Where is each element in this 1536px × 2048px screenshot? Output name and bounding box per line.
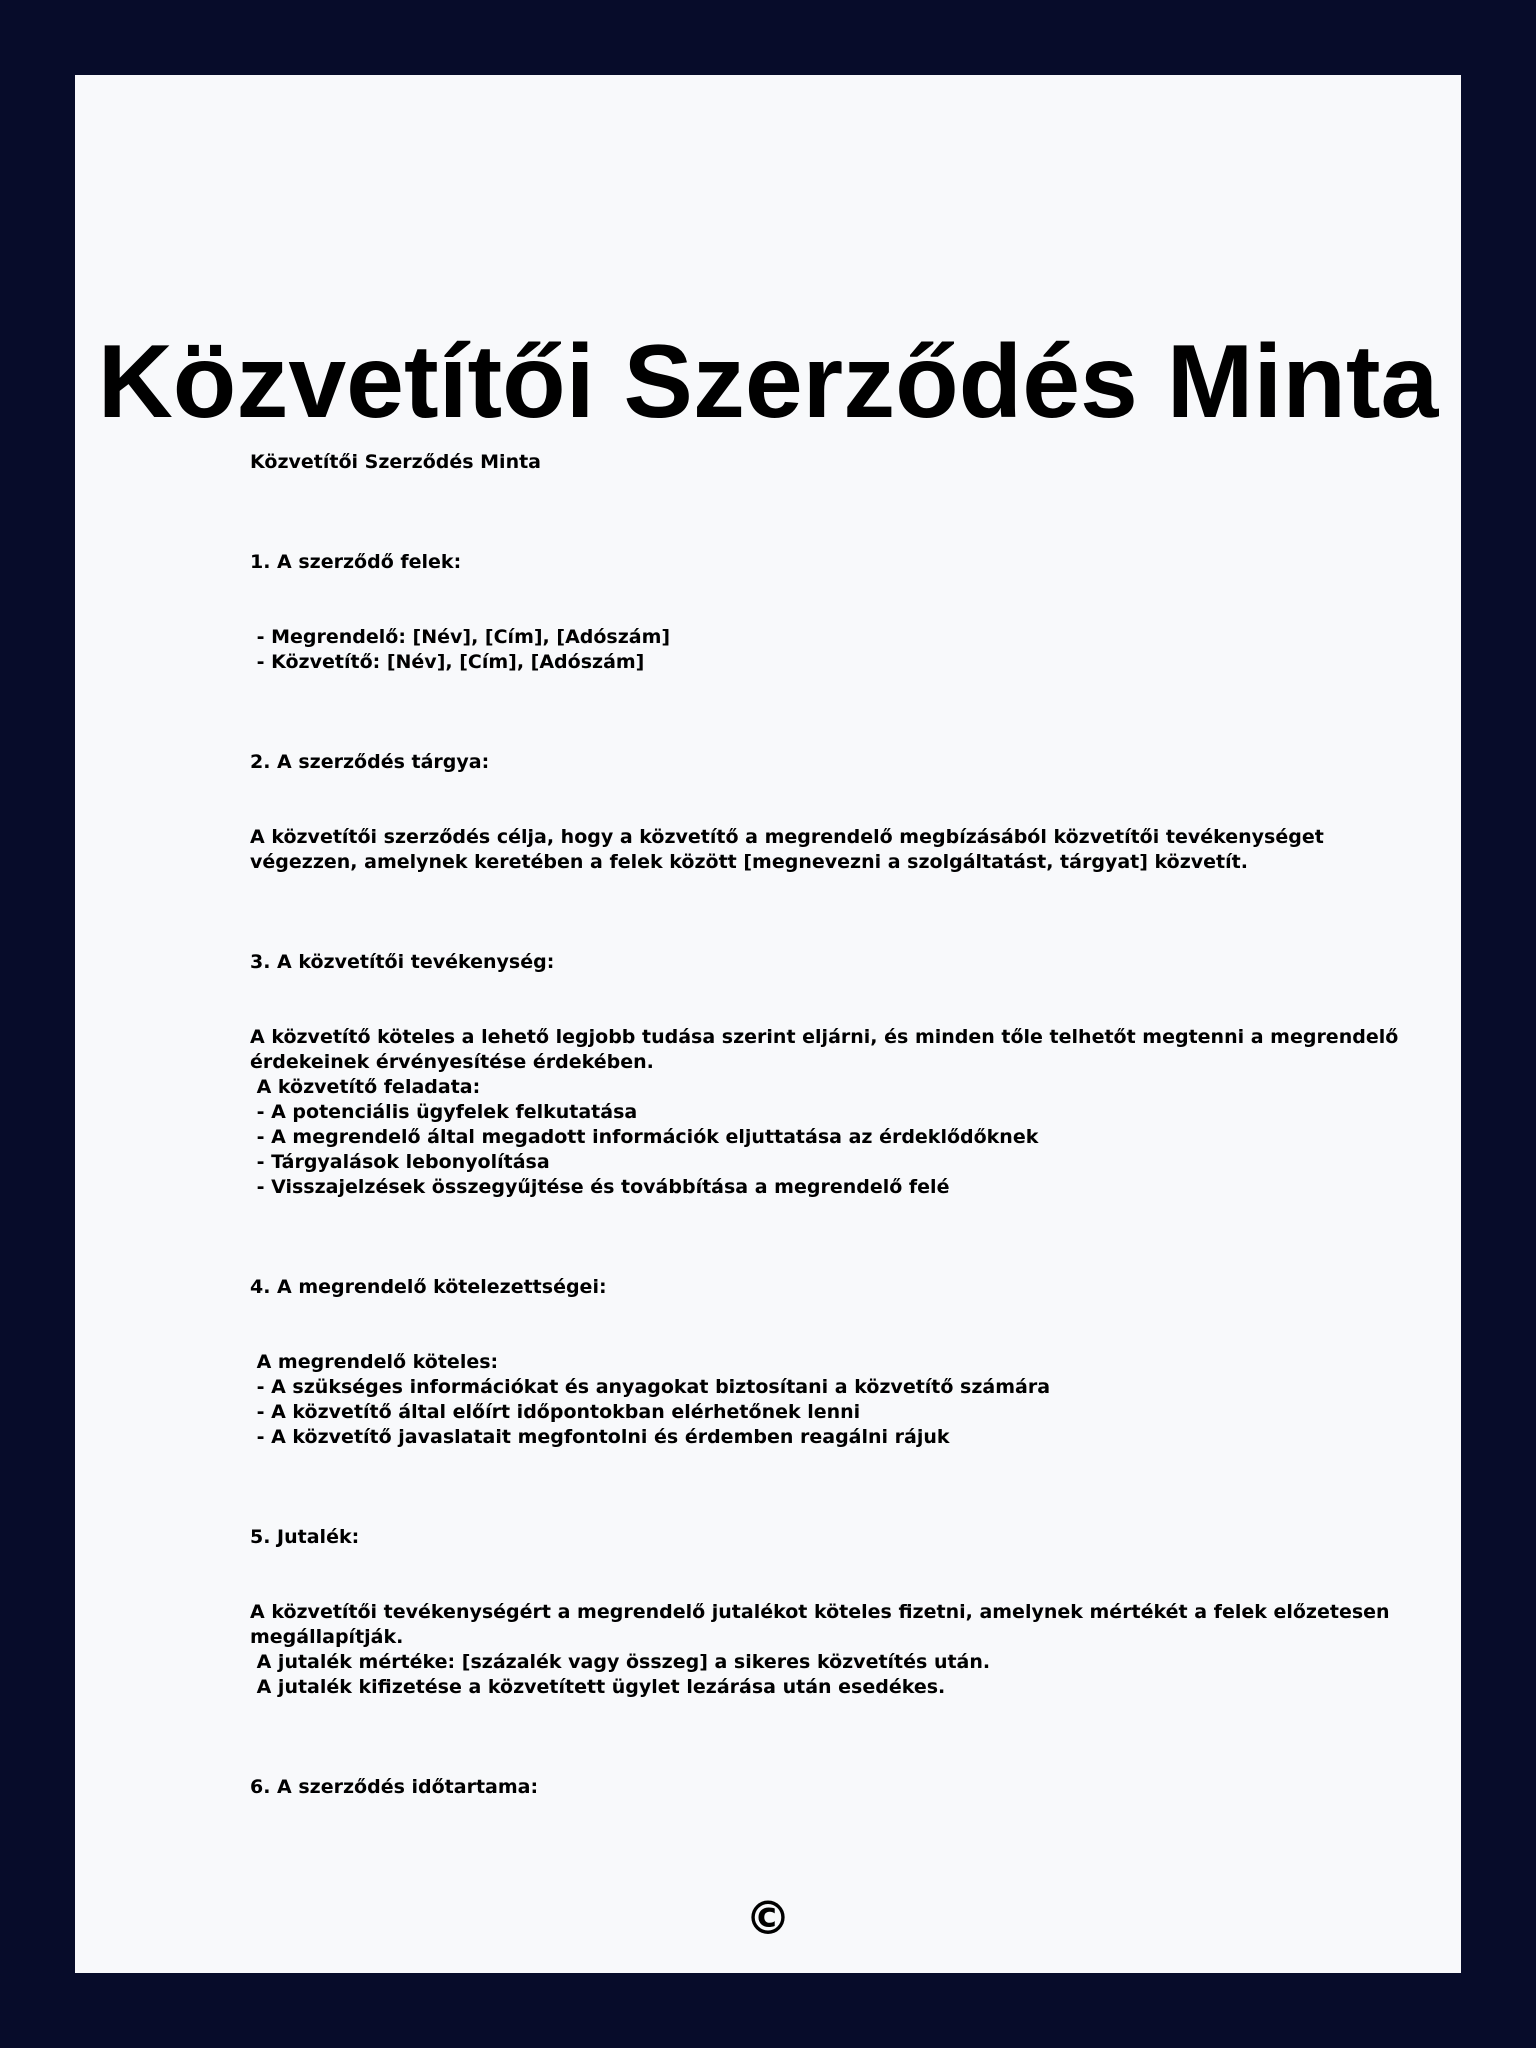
- document-subtitle: Közvetítői Szerződés Minta: [250, 451, 542, 473]
- section-line: A jutalék mértéke: [százalék vagy összeg] a sikeres közvetítés után.: [250, 1651, 991, 1673]
- section-line: - A szükséges információkat és anyagokat biztosítani a közvetítő számára: [250, 1376, 1051, 1398]
- section-line: - Tárgyalások lebonyolítása: [250, 1151, 550, 1173]
- section-line: A megrendelő köteles:: [250, 1351, 499, 1373]
- section-line: - Visszajelzések összegyűjtése és továbbítása a megrendelő felé: [250, 1176, 950, 1198]
- section-line: A közvetítői szerződés célja, hogy a közvetítő a megrendelő megbízásából közvetítői tevékenységet: [250, 826, 1324, 848]
- section-line: - Megrendelő: [Név], [Cím], [Adószám]: [250, 626, 671, 648]
- section-line: A közvetítői tevékenységért a megrendelő jutalékot köteles fizetni, amelynek mértékét a felek előzetesen: [250, 1601, 1390, 1623]
- section-heading: 6. A szerződés időtartama:: [250, 1776, 539, 1798]
- section-heading: 4. A megrendelő kötelezettségei:: [250, 1276, 607, 1298]
- section-heading: 5. Jutalék:: [250, 1526, 360, 1548]
- document-title: Közvetítői Szerződés Minta: [97, 324, 1439, 440]
- section-line: - A közvetítő által előírt időpontokban elérhetőnek lenni: [250, 1401, 861, 1423]
- section-line: megállapítják.: [250, 1626, 404, 1648]
- section-heading: 1. A szerződő felek:: [250, 551, 462, 573]
- section-line: A közvetítő feladata:: [250, 1076, 481, 1098]
- section-line: - Közvetítő: [Név], [Cím], [Adószám]: [250, 651, 645, 673]
- section-heading: 2. A szerződés tárgya:: [250, 751, 490, 773]
- section-heading: 3. A közvetítői tevékenység:: [250, 951, 555, 973]
- section-line: A közvetítő köteles a lehető legjobb tudása szerint eljárni, és minden tőle telhetőt megtenni a megrendelő: [250, 1026, 1399, 1048]
- section-line: - A potenciális ügyfelek felkutatása: [250, 1101, 638, 1123]
- document-page: [75, 75, 1461, 1973]
- section-line: végezzen, amelynek keretében a felek között [megnevezni a szolgáltatást, tárgyat] közvetít.: [250, 851, 1248, 873]
- section-line: - A közvetítő javaslatait megfontolni és érdemben reagálni rájuk: [250, 1426, 950, 1448]
- section-line: - A megrendelő által megadott információk eljuttatása az érdeklődőknek: [250, 1126, 1039, 1148]
- copyright-icon: ©: [745, 1891, 791, 1945]
- section-line: A jutalék kifizetése a közvetített ügylet lezárása után esedékes.: [250, 1676, 946, 1698]
- section-line: érdekeinek érvényesítése érdekében.: [250, 1051, 654, 1073]
